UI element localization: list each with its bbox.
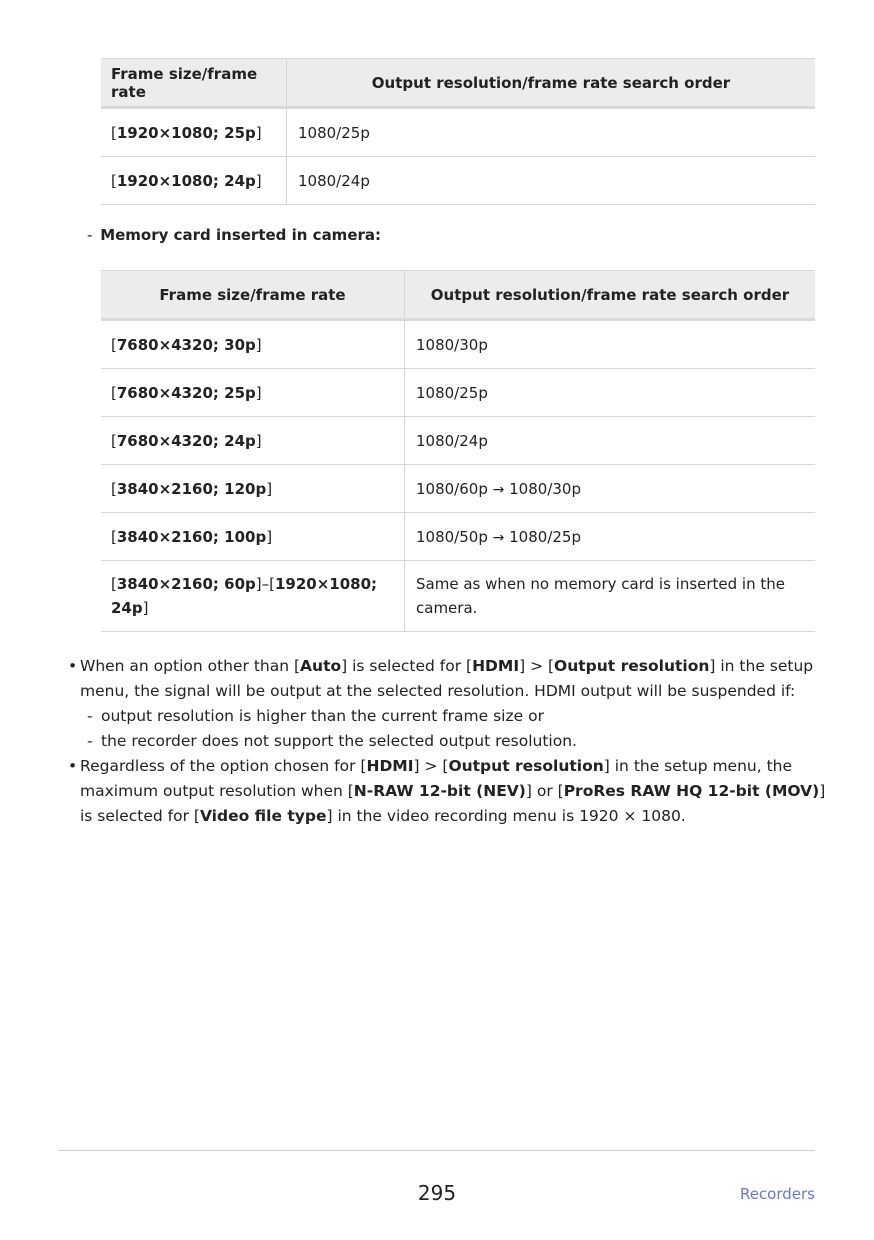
frame-size-cell: [1920×1080; 24p] <box>101 157 287 205</box>
section-link-recorders[interactable]: Recorders <box>739 1185 815 1203</box>
arrow-right-icon: → <box>492 481 505 498</box>
bullet-marker: • <box>68 657 78 675</box>
memory-card-heading <box>87 226 381 244</box>
output-cell: 1080/25p <box>405 369 816 417</box>
dash-marker: - <box>87 732 93 750</box>
output-cell: 1080/30p <box>405 320 816 369</box>
frame-size-cell: [7680×4320; 24p] <box>101 417 405 465</box>
table-row <box>101 369 815 417</box>
table-row <box>101 561 815 632</box>
sub-item: - output resolution is higher than the current frame size or <box>68 704 828 729</box>
table-header-row <box>101 59 815 108</box>
table-row <box>101 108 815 157</box>
table-header-row <box>101 271 815 320</box>
output-cell: 1080/60p → 1080/30p <box>405 465 816 513</box>
frame-size-cell: [3840×2160; 120p] <box>101 465 405 513</box>
frame-size-cell: [1920×1080; 25p] <box>101 108 287 157</box>
sub-item: - the recorder does not support the selected output resolution. <box>68 729 828 754</box>
frame-size-cell: [3840×2160; 60p]–[1920×1080; 24p] <box>101 561 405 632</box>
column-header-frame-size: Frame size/frame rate <box>101 271 405 320</box>
output-cell: 1080/50p → 1080/25p <box>405 513 816 561</box>
column-header-output-resolution: Output resolution/frame rate search order <box>287 59 816 108</box>
notes-section <box>68 654 828 829</box>
arrow-right-icon: → <box>492 529 505 546</box>
table-row <box>101 320 815 369</box>
output-cell: 1080/25p <box>287 108 816 157</box>
frame-size-cell: [7680×4320; 30p] <box>101 320 405 369</box>
output-cell: Same as when no memory card is inserted in the camera. <box>405 561 816 632</box>
table-row <box>101 417 815 465</box>
frame-size-cell: [7680×4320; 25p] <box>101 369 405 417</box>
table-row <box>101 157 815 205</box>
frame-rate-table-no-card <box>101 58 815 205</box>
note-hdmi-output-resolution: • When an option other than [Auto] is selected for [HDMI] > [Output resolution] in the setup menu, the signal will be output at the selected resolution. HDMI output will be suspended if: <box>68 654 828 704</box>
table-row <box>101 465 815 513</box>
bullet-marker: • <box>68 757 78 775</box>
output-cell: 1080/24p <box>405 417 816 465</box>
page-number: 295 <box>417 1181 457 1205</box>
dash-marker: - <box>87 226 93 244</box>
dash-marker: - <box>87 707 93 725</box>
frame-rate-table-with-card <box>101 270 815 632</box>
memory-card-heading-text: Memory card inserted in camera: <box>100 226 382 244</box>
column-header-output-resolution: Output resolution/frame rate search order <box>405 271 816 320</box>
frame-size-cell: [3840×2160; 100p] <box>101 513 405 561</box>
output-cell: 1080/24p <box>287 157 816 205</box>
note-max-output-resolution: • Regardless of the option chosen for [HDMI] > [Output resolution] in the setup menu, the maximum output resolution when [N-RAW 12-bit (NEV)] or [ProRes RAW HQ 12-bit (MOV)] is selected for [Video file type] in the video recording menu is 1920 × 1080. <box>68 754 828 829</box>
footer-divider <box>58 1150 815 1151</box>
column-header-frame-size: Frame size/frame rate <box>101 59 287 108</box>
table-row <box>101 513 815 561</box>
